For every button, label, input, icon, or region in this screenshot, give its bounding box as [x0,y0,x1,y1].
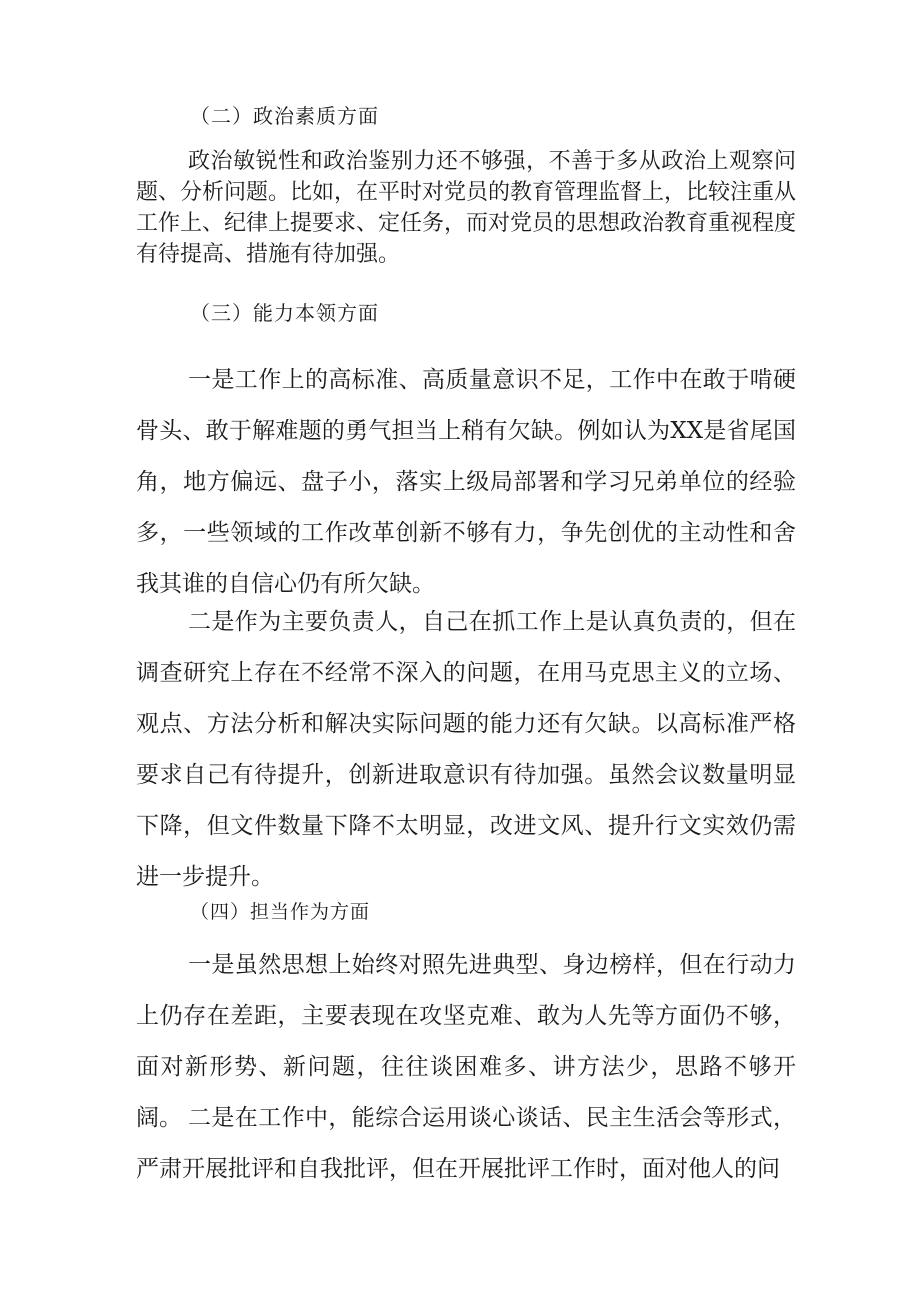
paragraph-responsibility-1: 一是虽然思想上始终对照先进典型、身边榜样，但在行动力上仍存在差距，主要表现在攻坚克难、敢为人先等方面仍不够，面对新形势、新问题，往往谈困难多、讲方法少，思路不够开阔。 [136,952,796,1131]
paragraph-responsibility-2: 二是在工作中，能综合运用谈心谈话、民主生活会等形式，严肃开展批评和自我批评，但在开展批评工作时，面对他人的问 [136,1105,796,1182]
paragraph-ability-2: 二是作为主要负责人，自己在抓工作上是认真负责的，但在调查研究上存在不经常不深入的问题，在用马克思主义的立场、观点、方法分析和解决实际问题的能力还有欠缺。以高标准严格要求自己有待提升，创新进取意识有待加强。虽然会议数量明显下降，但文件数量下降不太明显，改进文风、提升行文实效仍需进一步提升。 [136,609,796,890]
paragraph-political-quality: 政治敏锐性和政治鉴别力还不够强，不善于多从政治上观察问题、分析问题。比如，在平时对党员的教育管理监督上，比较注重从工作上、纪律上提要求、定任务，而对党员的思想政治教育重视程度有待提高、措施有待加强。 [136,149,797,267]
section-heading-responsibility: （四）担当作为方面 [190,901,371,923]
section-heading-political-quality: （二）政治素质方面 [190,104,379,128]
section-heading-ability: （三）能力本领方面 [190,301,379,325]
paragraph-ability-1: 一是工作上的高标准、高质量意识不足，工作中在敢于啃硬骨头、敢于解难题的勇气担当上稍有欠缺。例如认为XX是省尾国角，地方偏远、盘子小，落实上级局部署和学习兄弟单位的经验多，一些领域的工作改革创新不够有力，争先创优的主动性和舍我其谁的自信心仍有所欠缺。 [136,367,796,597]
